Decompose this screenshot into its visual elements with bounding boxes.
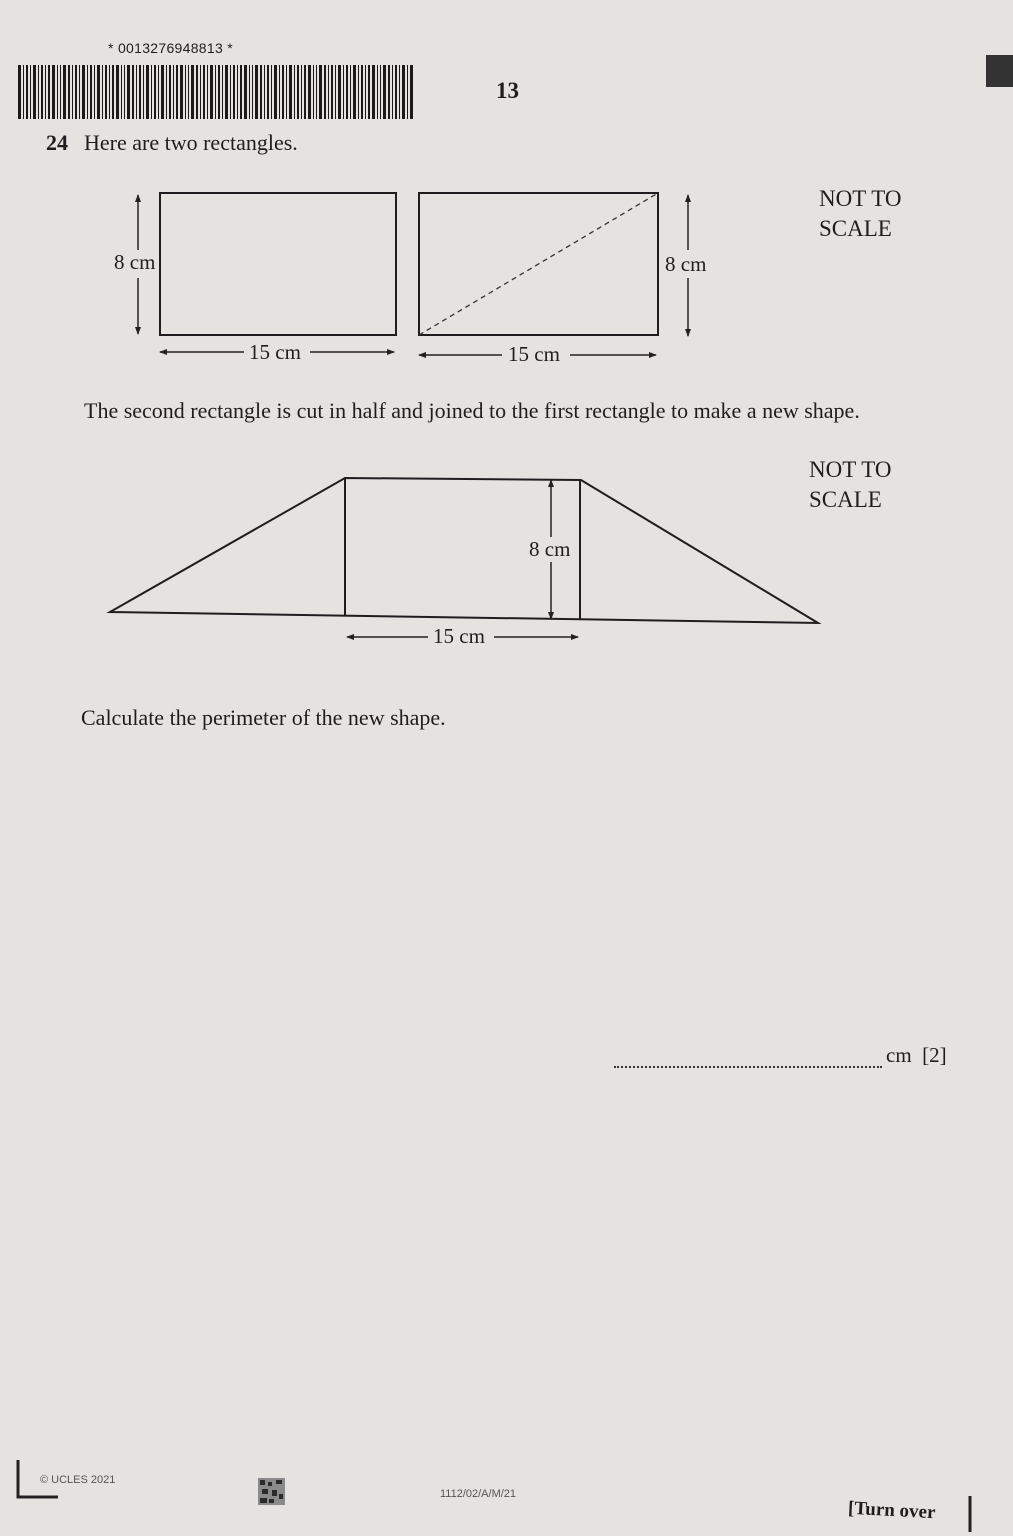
rectangle-1 [160,193,396,335]
barcode-number: * 0013276948813 * [108,40,233,56]
copyright: © UCLES 2021 [40,1474,116,1486]
not-to-scale-2 [809,455,891,515]
datamatrix-code [258,1478,285,1505]
answer-line[interactable] [614,1060,882,1068]
not-to-scale-1-line1: NOT TO [819,186,902,211]
answer-unit-and-marks [886,1043,947,1068]
answer-unit: cm [886,1043,912,1067]
not-to-scale-1-line2: SCALE [819,216,892,241]
not-to-scale-2-line2: SCALE [809,487,882,512]
shape-height-label: 8 cm [529,537,571,561]
not-to-scale-1 [819,184,901,244]
rect2-diagonal-cut [419,193,658,335]
task-text: Calculate the perimeter of the new shape. [81,705,446,730]
marks: [2] [922,1043,947,1067]
rect1-height-label: 8 cm [114,250,156,274]
barcode [18,65,413,119]
question-number: 24 [46,130,68,155]
rect2-height-label: 8 cm [665,252,707,276]
instruction-text: The second rectangle is cut in half and joined to the first rectangle to make a new shape. [84,398,860,423]
rect2-width-label: 15 cm [508,342,560,366]
turn-over: [Turn over [847,1497,936,1524]
rect1-width-label: 15 cm [249,340,301,364]
paper-code: 1112/02/A/M/21 [440,1488,517,1500]
shape-width-label: 15 cm [433,624,485,648]
edge-tab [986,55,1013,87]
question-intro: Here are two rectangles. [84,130,298,155]
not-to-scale-2-line1: NOT TO [809,457,892,482]
new-shape-outline [110,478,818,623]
page-number: 13 [496,78,519,103]
